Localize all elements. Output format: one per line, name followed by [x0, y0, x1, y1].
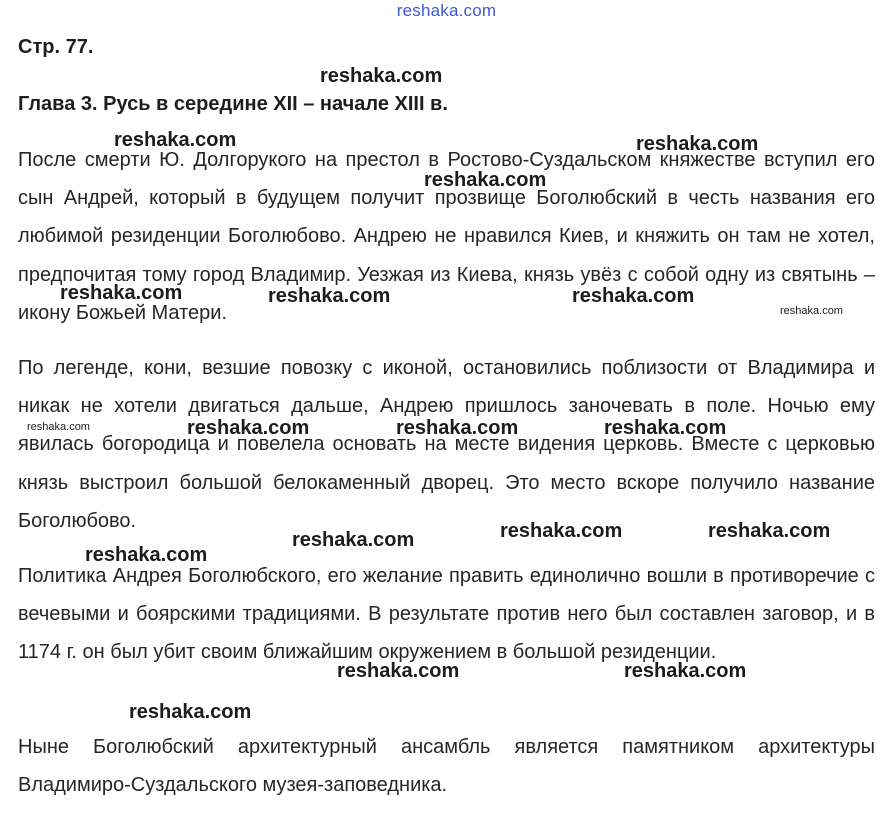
watermark: reshaka.com [500, 520, 623, 542]
watermark: reshaka.com [320, 65, 443, 87]
top-watermark[interactable]: reshaka.com [396, 1, 497, 20]
watermark: reshaka.com [85, 544, 208, 566]
watermark: reshaka.com [268, 285, 391, 307]
paragraph-4: Ныне Боголюбский архитектурный ансамбль является памятником архитектуры Владимиро-Суздальского музея-заповедника. [18, 736, 875, 797]
watermark-small: reshaka.com [27, 421, 90, 433]
watermark: reshaka.com [114, 129, 237, 151]
chapter-title: Глава 3. Русь в середине XII – начале XIII в. [18, 93, 448, 115]
watermark: reshaka.com [337, 660, 460, 682]
watermark: reshaka.com [604, 417, 727, 439]
watermark: reshaka.com [708, 520, 831, 542]
watermark: reshaka.com [572, 285, 695, 307]
page-number: Стр. 77. [18, 36, 94, 58]
watermark: reshaka.com [624, 660, 747, 682]
watermark: reshaka.com [60, 282, 183, 304]
watermark: reshaka.com [636, 133, 759, 155]
watermark: reshaka.com [292, 529, 415, 551]
paragraph-3: Политика Андрея Боголюбского, его желание править единолично вошли в противоречие с вечевыми и боярскими традициями. В результате против него был составлен заговор, и в 1174 г. он был убит своим ближайшим окружением в большой резиденции. [18, 565, 875, 664]
watermark-small: reshaka.com [780, 305, 843, 317]
watermark: reshaka.com [424, 169, 547, 191]
paragraph-2: По легенде, кони, везшие повозку с иконой, остановились поблизости от Владимира и никак не хотели двигаться дальше, Андрею пришлось заночевать в поле. Ночью ему явилась богородица и повелела основать на месте видения церковь. Вместе с церковью князь выстроил большой белокаменный дворец. Это место вскоре получило название Боголюбово. [18, 357, 875, 532]
watermark: reshaka.com [129, 701, 252, 723]
watermark: reshaka.com [396, 417, 519, 439]
paragraph-1: После смерти Ю. Долгорукого на престол в Ростово-Суздальском княжестве вступил его сын Андрей, который в будущем получит прозвище Боголюбский в честь названия его любимой резиденции Боголюбово. Андрею не нравился Киев, и княжить он там не хотел, предпочитая тому город Владимир. Уезжая из Киева, князь увёз с собой одну из святынь – икону Божьей Матери. [18, 149, 875, 324]
watermark: reshaka.com [187, 417, 310, 439]
